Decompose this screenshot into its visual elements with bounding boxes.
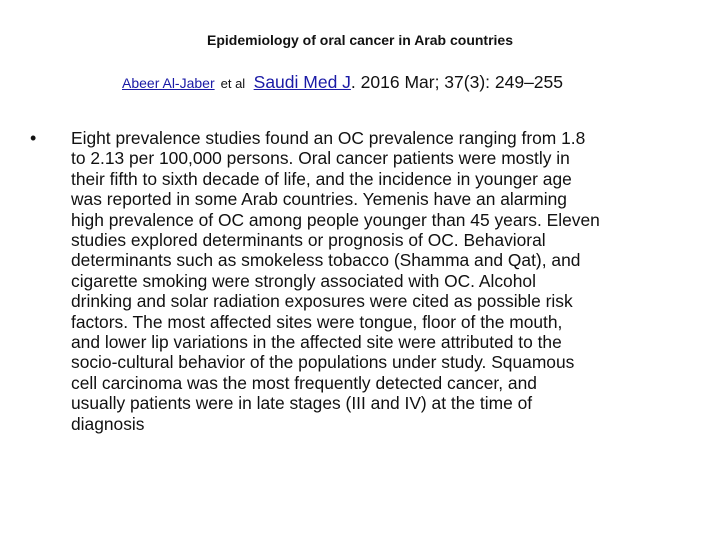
author-link[interactable]: Abeer Al-Jaber <box>122 75 215 91</box>
citation-details: . 2016 Mar; 37(3): 249–255 <box>350 72 564 92</box>
summary-line: and lower lip variations in the affected site were attributed to the <box>71 332 562 353</box>
summary-line: usually patients were in late stages (III and IV) at the time of <box>71 393 533 414</box>
summary-line: drinking and solar radiation exposures were cited as possible risk <box>71 291 573 312</box>
summary-line: diagnosis <box>71 413 145 434</box>
bullet-icon: • <box>30 128 37 148</box>
summary-paragraph <box>71 128 600 434</box>
summary-line: high prevalence of OC among people younger than 45 years. Eleven <box>71 209 600 230</box>
summary-line: Eight prevalence studies found an OC prevalence ranging from 1.8 <box>71 128 586 148</box>
summary-line: determinants such as smokeless tobacco (Shamma and Qat), and <box>71 250 581 271</box>
summary-line: factors. The most affected sites were tongue, floor of the mouth, <box>71 311 563 332</box>
page-title: Epidemiology of oral cancer in Arab countries <box>207 32 513 48</box>
summary-line: cell carcinoma was the most frequently detected cancer, and <box>71 372 537 393</box>
summary-line: cigarette smoking were strongly associated with OC. Alcohol <box>71 270 536 291</box>
citation <box>122 72 563 93</box>
summary-line: to 2.13 per 100,000 persons. Oral cancer patients were mostly in <box>71 148 570 169</box>
journal-link[interactable]: Saudi Med J <box>253 72 351 92</box>
et-al-text: et al <box>220 76 246 91</box>
summary-line: their fifth to sixth decade of life, and the incidence in younger age <box>71 168 572 189</box>
summary-line: studies explored determinants or prognosis of OC. Behavioral <box>71 230 546 251</box>
summary-line: was reported in some Arab countries. Yemenis have an alarming <box>71 189 567 210</box>
summary-line: socio-cultural behavior of the populations under study. Squamous <box>71 352 575 373</box>
